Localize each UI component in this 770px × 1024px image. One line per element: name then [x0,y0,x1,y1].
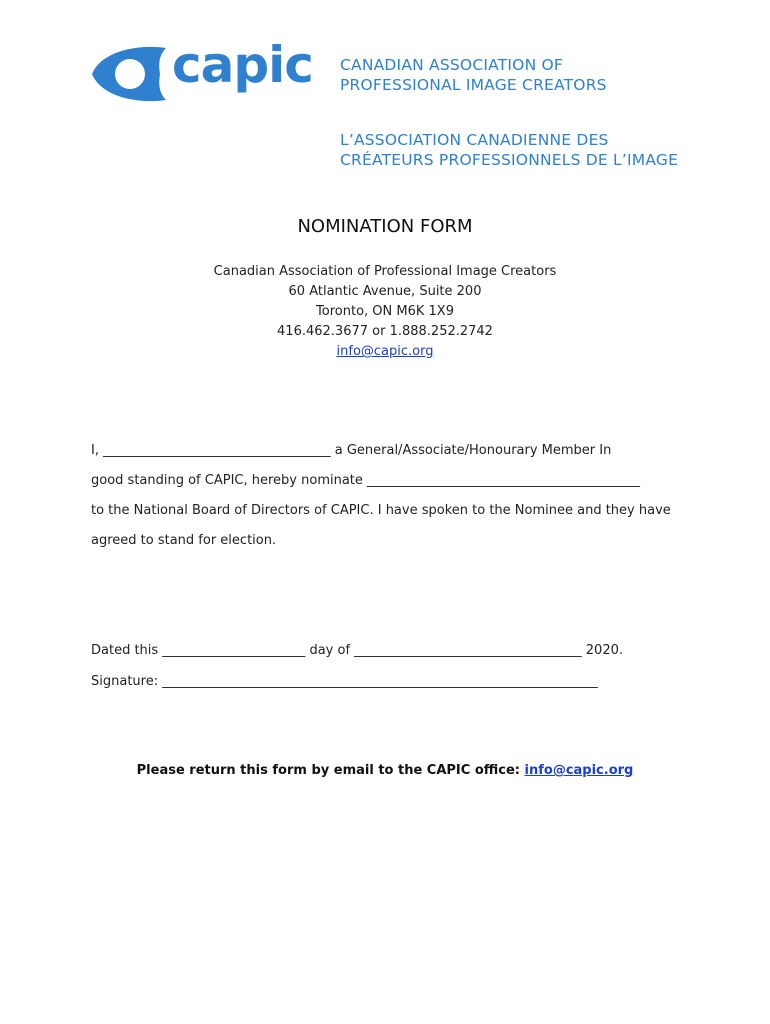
page-title: NOMINATION FORM [297,216,473,237]
footer-email-link[interactable]: info@capic.org [524,763,634,778]
nominee-line: good standing of CAPIC, hereby nominate __________________________________________ [91,473,641,488]
address-street: 60 Atlantic Avenue, Suite 200 [288,284,482,299]
capic-logo [90,36,313,104]
signature-line: Signature: ___________________________________________________________________ [91,674,598,689]
mailing-address [0,262,770,362]
org-name-english-line-2: PROFESSIONAL IMAGE CREATORS [340,76,607,94]
logo-wordmark: capic [172,36,313,94]
org-name-english-line-1: CANADIAN ASSOCIATION OF [340,56,564,74]
org-name-english [340,55,607,95]
dated-line: Dated this ______________________ day of ___________________________________ 2020. [91,643,623,658]
org-name-french-line-2: CRÉATEURS PROFESSIONNELS DE L’IMAGE [340,151,679,169]
org-name-french-line-1: L’ASSOCIATION CANADIENNE DES [340,131,609,149]
return-instructions [0,763,770,778]
address-phone: 416.462.3677 or 1.888.252.2742 [277,324,493,339]
address-email-link[interactable]: info@capic.org [336,344,434,359]
statement-line: to the National Board of Directors of CAPIC. I have spoken to the Nominee and they have [91,503,671,518]
address-city: Toronto, ON M6K 1X9 [316,304,454,319]
return-instructions-text: Please return this form by email to the CAPIC office: [136,763,525,778]
nominator-line: I, ___________________________________ a General/Associate/Honourary Member In [91,443,612,458]
address-org: Canadian Association of Professional Image Creators [213,264,557,279]
eye-icon [90,44,170,104]
statement-line-end: agreed to stand for election. [91,533,277,548]
org-name-french [340,130,678,170]
